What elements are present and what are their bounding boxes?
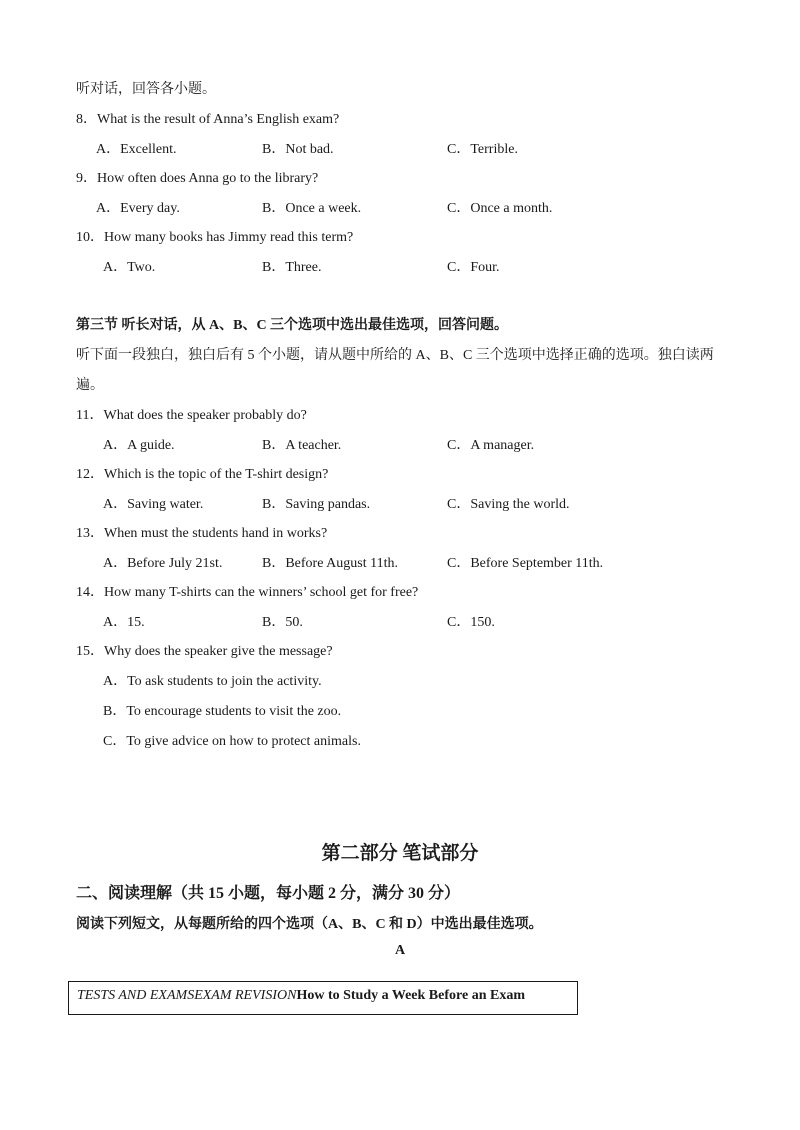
question-15 (76, 640, 333, 660)
q13-option-a: A．Before July 21st. (103, 556, 223, 571)
q15-option-a: A．To ask students to join the activity. (103, 674, 322, 689)
question-number: 13． (76, 526, 104, 541)
section-3-title: 第三节 听长对话，从 A、B、C 三个选项中选出最佳选项，回答问题。 (76, 318, 509, 333)
q14-option-c: C．150. (447, 615, 495, 630)
question-text: When must the students hand in works? (104, 526, 328, 541)
question-number: 9． (76, 171, 97, 186)
q11-option-b: B．A teacher. (262, 438, 342, 453)
question-text: How many T-shirts can the winners’ school get for free? (104, 585, 419, 600)
question-12 (76, 463, 328, 483)
question-number: 8． (76, 112, 97, 127)
q9-option-b: B．Once a week. (262, 201, 362, 216)
q9-option-a: A．Every day. (96, 201, 180, 216)
question-9 (76, 167, 318, 187)
passage-title: How to Study a Week Before an Exam (296, 988, 525, 1003)
q14-option-b: B．50. (262, 615, 303, 630)
question-8 (76, 108, 339, 128)
question-number: 10． (76, 230, 104, 245)
q15-option-b: B．To encourage students to visit the zoo. (103, 704, 342, 719)
question-text: How many books has Jimmy read this term? (104, 230, 354, 245)
question-14 (76, 581, 418, 601)
question-text: Which is the topic of the T-shirt design? (104, 467, 329, 482)
q10-option-c: C．Four. (447, 260, 500, 275)
q12-option-c: C．Saving the world. (447, 497, 570, 512)
question-13 (76, 522, 327, 542)
question-number: 15． (76, 644, 104, 659)
question-text: How often does Anna go to the library? (97, 171, 319, 186)
q12-option-b: B．Saving pandas. (262, 497, 371, 512)
q12-option-a: A．Saving water. (103, 497, 204, 512)
question-number: 11． (76, 408, 104, 423)
q13-option-b: B．Before August 11th. (262, 556, 398, 571)
section-3-instructions: 听下面一段独白，独白后有 5 个小题，请从题中所给的 A、B、C 三个选项中选择正确的选项。独白读两 (76, 348, 714, 363)
reading-section-title: 二、阅读理解（共 15 小题，每小题 2 分，满分 30 分） (76, 885, 461, 902)
section-intro: 听对话，回答各小题。 (76, 82, 216, 97)
question-text: Why does the speaker give the message? (104, 644, 333, 659)
passage-label: A (394, 943, 406, 958)
q13-option-c: C．Before September 11th. (447, 556, 604, 571)
q15-option-c: C．To give advice on how to protect animals. (103, 734, 361, 749)
question-text: What is the result of Anna’s English exam? (97, 112, 340, 127)
passage-header-box (68, 981, 578, 1015)
question-11 (76, 404, 307, 424)
part-2-title: 第二部分 笔试部分 (321, 843, 479, 864)
question-10 (76, 226, 353, 246)
q11-option-a: A．A guide. (103, 438, 175, 453)
q8-option-b: B．Not bad. (262, 142, 334, 157)
reading-instructions: 阅读下列短文，从每题所给的四个选项（A、B、C 和 D）中选出最佳选项。 (76, 917, 543, 932)
q14-option-a: A．15. (103, 615, 145, 630)
question-number: 14． (76, 585, 104, 600)
question-number: 12． (76, 467, 104, 482)
q10-option-b: B．Three. (262, 260, 322, 275)
q11-option-c: C．A manager. (447, 438, 535, 453)
q10-option-a: A．Two. (103, 260, 156, 275)
q8-option-c: C．Terrible. (447, 142, 518, 157)
question-text: What does the speaker probably do? (103, 408, 307, 423)
passage-category: TESTS AND EXAMSEXAM REVISION (77, 988, 297, 1003)
section-3-instructions-cont: 遍。 (76, 378, 104, 393)
q9-option-c: C．Once a month. (447, 201, 553, 216)
q8-option-a: A．Excellent. (96, 142, 177, 157)
